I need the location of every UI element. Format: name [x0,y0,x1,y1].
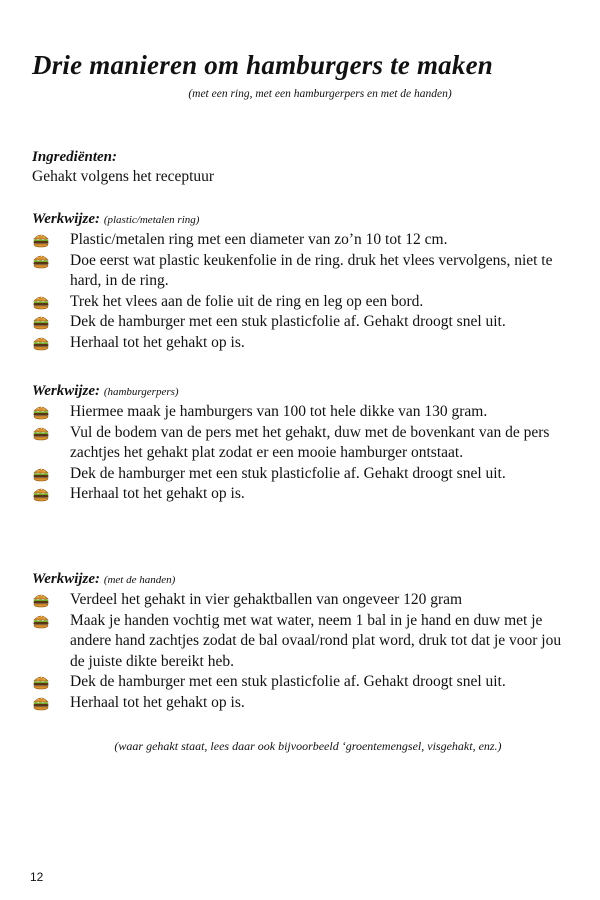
step-text: Dek de hamburger met een stuk plasticfolie af. Gehakt droogt snel uit. [70,673,506,690]
hamburger-icon [32,253,50,269]
hamburger-icon [32,486,50,502]
step-text: Herhaal tot het gehakt op is. [70,693,245,711]
step-text: Dek de hamburger met een stuk plasticfolie af. Gehakt droogt snel uit. [70,464,506,482]
hamburger-icon [32,695,50,711]
ingredients-text: Gehakt volgens het receptuur [32,168,215,185]
method-section-ring [32,209,572,353]
method-section-hands [32,569,572,713]
hamburger-icon [32,613,50,629]
list-item [32,423,572,464]
hamburger-icon [32,314,50,330]
steps-list [32,590,572,713]
footnote: (waar gehakt staat, lees daar ook bijvoorbeeld ‘groentemengsel, visgehakt, enz.) [114,739,502,753]
page-title: Drie manieren om hamburgers te maken [32,50,493,80]
list-item [32,333,572,354]
page-subtitle: (met een ring, met een hamburgerpers en met de handen) [188,88,452,100]
hamburger-icon [32,335,50,351]
list-item [32,693,572,714]
step-text: Doe eerst wat plastic keukenfolie in de ring. druk het vlees vervolgens, niet te hard, in de ring. [70,251,553,289]
list-item [32,464,572,485]
ingredients-section [32,147,572,187]
hamburger-icon [32,425,50,441]
method-heading: Werkwijze: (plastic/metalen ring) [32,211,200,227]
step-text: Verdeel het gehakt in vier gehaktballen van ongeveer 120 gram [70,591,463,608]
step-text: Hiermee maak je hamburgers van 100 tot hele dikke van 130 gram. [70,403,488,420]
list-item [32,251,572,292]
list-item [32,672,572,693]
method-heading: Werkwijze: (met de handen) [32,571,176,587]
list-item [32,230,572,251]
hamburger-icon [32,232,50,248]
list-item [32,611,572,673]
steps-list [32,402,572,505]
hamburger-icon [32,404,50,420]
step-text: Maak je handen vochtig met wat water, neem 1 bal in je hand en duw met je andere hand zachtjes zodat de bal ovaal/rond plat word, druk tot dat je voor jou de juiste dikte bereikt heb. [70,611,562,670]
hamburger-icon [32,466,50,482]
steps-list [32,230,572,353]
method-heading: Werkwijze: (hamburgerpers) [32,383,179,399]
list-item [32,590,572,611]
hamburger-icon [32,592,50,608]
list-item [32,312,572,333]
step-text: Herhaal tot het gehakt op is. [70,485,245,502]
list-item [32,402,572,423]
step-text: Plastic/metalen ring met een diameter van zo’n 10 tot 12 cm. [70,231,448,248]
step-text: Trek het vlees aan de folie uit de ring en leg op een bord. [70,292,424,310]
ingredients-heading: Ingrediënten: [32,149,118,165]
list-item [32,484,572,505]
step-text: Herhaal tot het gehakt op is. [70,333,245,351]
hamburger-icon [32,674,50,690]
method-section-press [32,381,572,505]
list-item [32,292,572,313]
step-text: Vul de bodem van de pers met het gehakt, duw met de bovenkant van de pers zachtjes het gehakt plat zodat er een mooie hamburger ontstaat. [70,423,550,461]
hamburger-icon [32,294,50,310]
page-number: 12 [30,870,44,884]
step-text: Dek de hamburger met een stuk plasticfolie af. Gehakt droogt snel uit. [70,313,506,330]
